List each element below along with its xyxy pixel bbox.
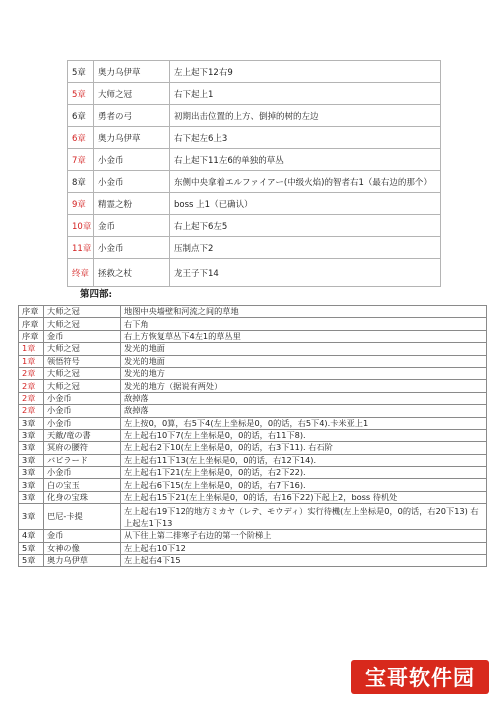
table1-row [68, 105, 441, 127]
chapter-cell: 8章 [68, 171, 94, 193]
item-cell: 金币 [44, 530, 121, 542]
location-cell: 左上起右10下12 [121, 542, 487, 554]
location-cell: 左上按0，0算，右5下4(左上坐标是0，0的话，右5下4).卡米亚上1 [121, 417, 487, 429]
chapter-cell: 2章 [19, 380, 44, 392]
chapter-cell: 4章 [19, 530, 44, 542]
table2-row [19, 467, 487, 479]
chapter-cell: 10章 [68, 215, 94, 237]
location-cell: 左上起右10下7(左上坐标是0，0的话，右11下8). [121, 429, 487, 441]
table1-row [68, 237, 441, 259]
chapter-cell: 序章 [19, 306, 44, 318]
chapter-cell: 7章 [68, 149, 94, 171]
table2-row [19, 367, 487, 379]
chapter-cell: 终章 [68, 259, 94, 287]
chapter-cell: 2章 [19, 367, 44, 379]
location-cell: 左上起下12右9 [170, 61, 441, 83]
location-cell: 初期出击位置的上方、倒掉的树的左边 [170, 105, 441, 127]
location-cell: 龙王子下14 [170, 259, 441, 287]
chapter-cell: 6章 [68, 105, 94, 127]
table1-row [68, 83, 441, 105]
item-cell: 拯救之杖 [94, 259, 170, 287]
location-cell: 右下角 [121, 318, 487, 330]
item-cell: 小金币 [44, 405, 121, 417]
location-cell: 右上方恢复草丛下4左1的草丛里 [121, 330, 487, 342]
table2-row [19, 504, 487, 530]
location-cell: 左上起右1下21(左上坐标是0，0的话，右2下22). [121, 467, 487, 479]
item-cell: 精霊之粉 [94, 193, 170, 215]
location-cell: 发光的地方 [121, 367, 487, 379]
table1-row [68, 127, 441, 149]
chapter-cell: 3章 [19, 479, 44, 491]
chapter-cell: 3章 [19, 467, 44, 479]
location-cell: 从下往上第二排寒子右边的第一个阶梯上 [121, 530, 487, 542]
item-cell: 小金币 [44, 467, 121, 479]
site-watermark-logo: 宝哥软件园 [351, 660, 489, 694]
chapter-cell: 5章 [68, 61, 94, 83]
location-cell: 右上起下6左5 [170, 215, 441, 237]
chapter-cell: 3章 [19, 442, 44, 454]
table2-row [19, 343, 487, 355]
item-cell: 白の宝玉 [44, 479, 121, 491]
location-cell: 压制点下2 [170, 237, 441, 259]
location-cell: 左上起右6下15(左上坐标是0，0的话，右7下16). [121, 479, 487, 491]
item-cell: 大师之冠 [94, 83, 170, 105]
table2-row [19, 306, 487, 318]
chapter-cell: 5章 [19, 555, 44, 567]
item-cell: 女神の像 [44, 542, 121, 554]
location-cell: 左上起右4下15 [121, 555, 487, 567]
table1-row [68, 215, 441, 237]
table2-row [19, 380, 487, 392]
chapter-cell: 6章 [68, 127, 94, 149]
item-cell: 大师之冠 [44, 380, 121, 392]
chapter-cell: 3章 [19, 504, 44, 530]
location-cell: 地图中央墙壁和河流之间的草地 [121, 306, 487, 318]
item-cell: 小金币 [94, 149, 170, 171]
table1-row [68, 149, 441, 171]
location-cell: 右下起左6上3 [170, 127, 441, 149]
chapter-cell: 1章 [19, 355, 44, 367]
table2-row [19, 330, 487, 342]
location-cell: 左上起右19下12的地方ミカヤ（レテ、モウディ）实行待機(左上坐标是0，0的话，右20下13) 右上起左1下13 [121, 504, 487, 530]
table2-row [19, 454, 487, 466]
chapter-cell: 3章 [19, 429, 44, 441]
table2-row [19, 392, 487, 404]
table2-row [19, 318, 487, 330]
item-cell: 大师之冠 [44, 343, 121, 355]
item-cell: 巴尼-卡提 [44, 504, 121, 530]
table1-row [68, 259, 441, 287]
item-cell: 小金币 [94, 171, 170, 193]
item-cell: 奥力乌伊草 [44, 555, 121, 567]
item-cell: 冥府の腰符 [44, 442, 121, 454]
location-cell: 发光的地面 [121, 343, 487, 355]
table2-row [19, 429, 487, 441]
item-cell: バビラード [44, 454, 121, 466]
location-cell: 右上起下11左6的单独的草丛 [170, 149, 441, 171]
item-cell: 金币 [94, 215, 170, 237]
chapter-cell: 5章 [68, 83, 94, 105]
item-cell: 奥力乌伊草 [94, 61, 170, 83]
location-cell: boss 上1（已确认） [170, 193, 441, 215]
item-cell: 领悟符号 [44, 355, 121, 367]
items-table-part4 [18, 305, 487, 567]
chapter-cell: 3章 [19, 417, 44, 429]
location-cell: 左上起右11下13(左上坐标是0，0的话，右12下14). [121, 454, 487, 466]
chapter-cell: 3章 [19, 491, 44, 503]
item-cell: 大师之冠 [44, 367, 121, 379]
item-cell: 大师之冠 [44, 306, 121, 318]
location-cell: 敌掉落 [121, 392, 487, 404]
table2-row [19, 405, 487, 417]
item-cell: 小金币 [94, 237, 170, 259]
item-cell: 勇者の弓 [94, 105, 170, 127]
chapter-cell: 序章 [19, 330, 44, 342]
table2-row [19, 542, 487, 554]
chapter-cell: 3章 [19, 454, 44, 466]
item-cell: 金币 [44, 330, 121, 342]
location-cell: 发光的地方（据说有两处） [121, 380, 487, 392]
item-cell: 小金币 [44, 417, 121, 429]
item-cell: 大师之冠 [44, 318, 121, 330]
location-cell: 敌掉落 [121, 405, 487, 417]
chapter-cell: 序章 [19, 318, 44, 330]
table2-row [19, 355, 487, 367]
chapter-cell: 1章 [19, 343, 44, 355]
item-cell: 小金币 [44, 392, 121, 404]
chapter-cell: 2章 [19, 392, 44, 404]
chapter-cell: 9章 [68, 193, 94, 215]
table1-row [68, 193, 441, 215]
section-heading-part4: 第四部: [80, 289, 113, 300]
table2-row [19, 530, 487, 542]
chapter-cell: 5章 [19, 542, 44, 554]
location-cell: 发光的地面 [121, 355, 487, 367]
table2-row [19, 479, 487, 491]
item-cell: 奥力乌伊草 [94, 127, 170, 149]
chapter-cell: 11章 [68, 237, 94, 259]
location-cell: 左上起右2下10(左上坐标是0，0的话，右3下11). 右石阶 [121, 442, 487, 454]
table2-row [19, 442, 487, 454]
location-cell: 左上起右15下21(左上坐标是0，0的话，右16下22)下起上2，boss 待机处 [121, 491, 487, 503]
location-cell: 右下起上1 [170, 83, 441, 105]
table2-row [19, 417, 487, 429]
item-cell: 天敵/竜の書 [44, 429, 121, 441]
item-cell: 化身の宝珠 [44, 491, 121, 503]
chapter-cell: 2章 [19, 405, 44, 417]
table1-row [68, 171, 441, 193]
items-table-part3 [67, 60, 441, 287]
table2-row [19, 491, 487, 503]
location-cell: 东侧中央拿着エルファイアー(中级火焰)的智者右1（最右边的那个） [170, 171, 441, 193]
table1-row [68, 61, 441, 83]
table2-row [19, 555, 487, 567]
